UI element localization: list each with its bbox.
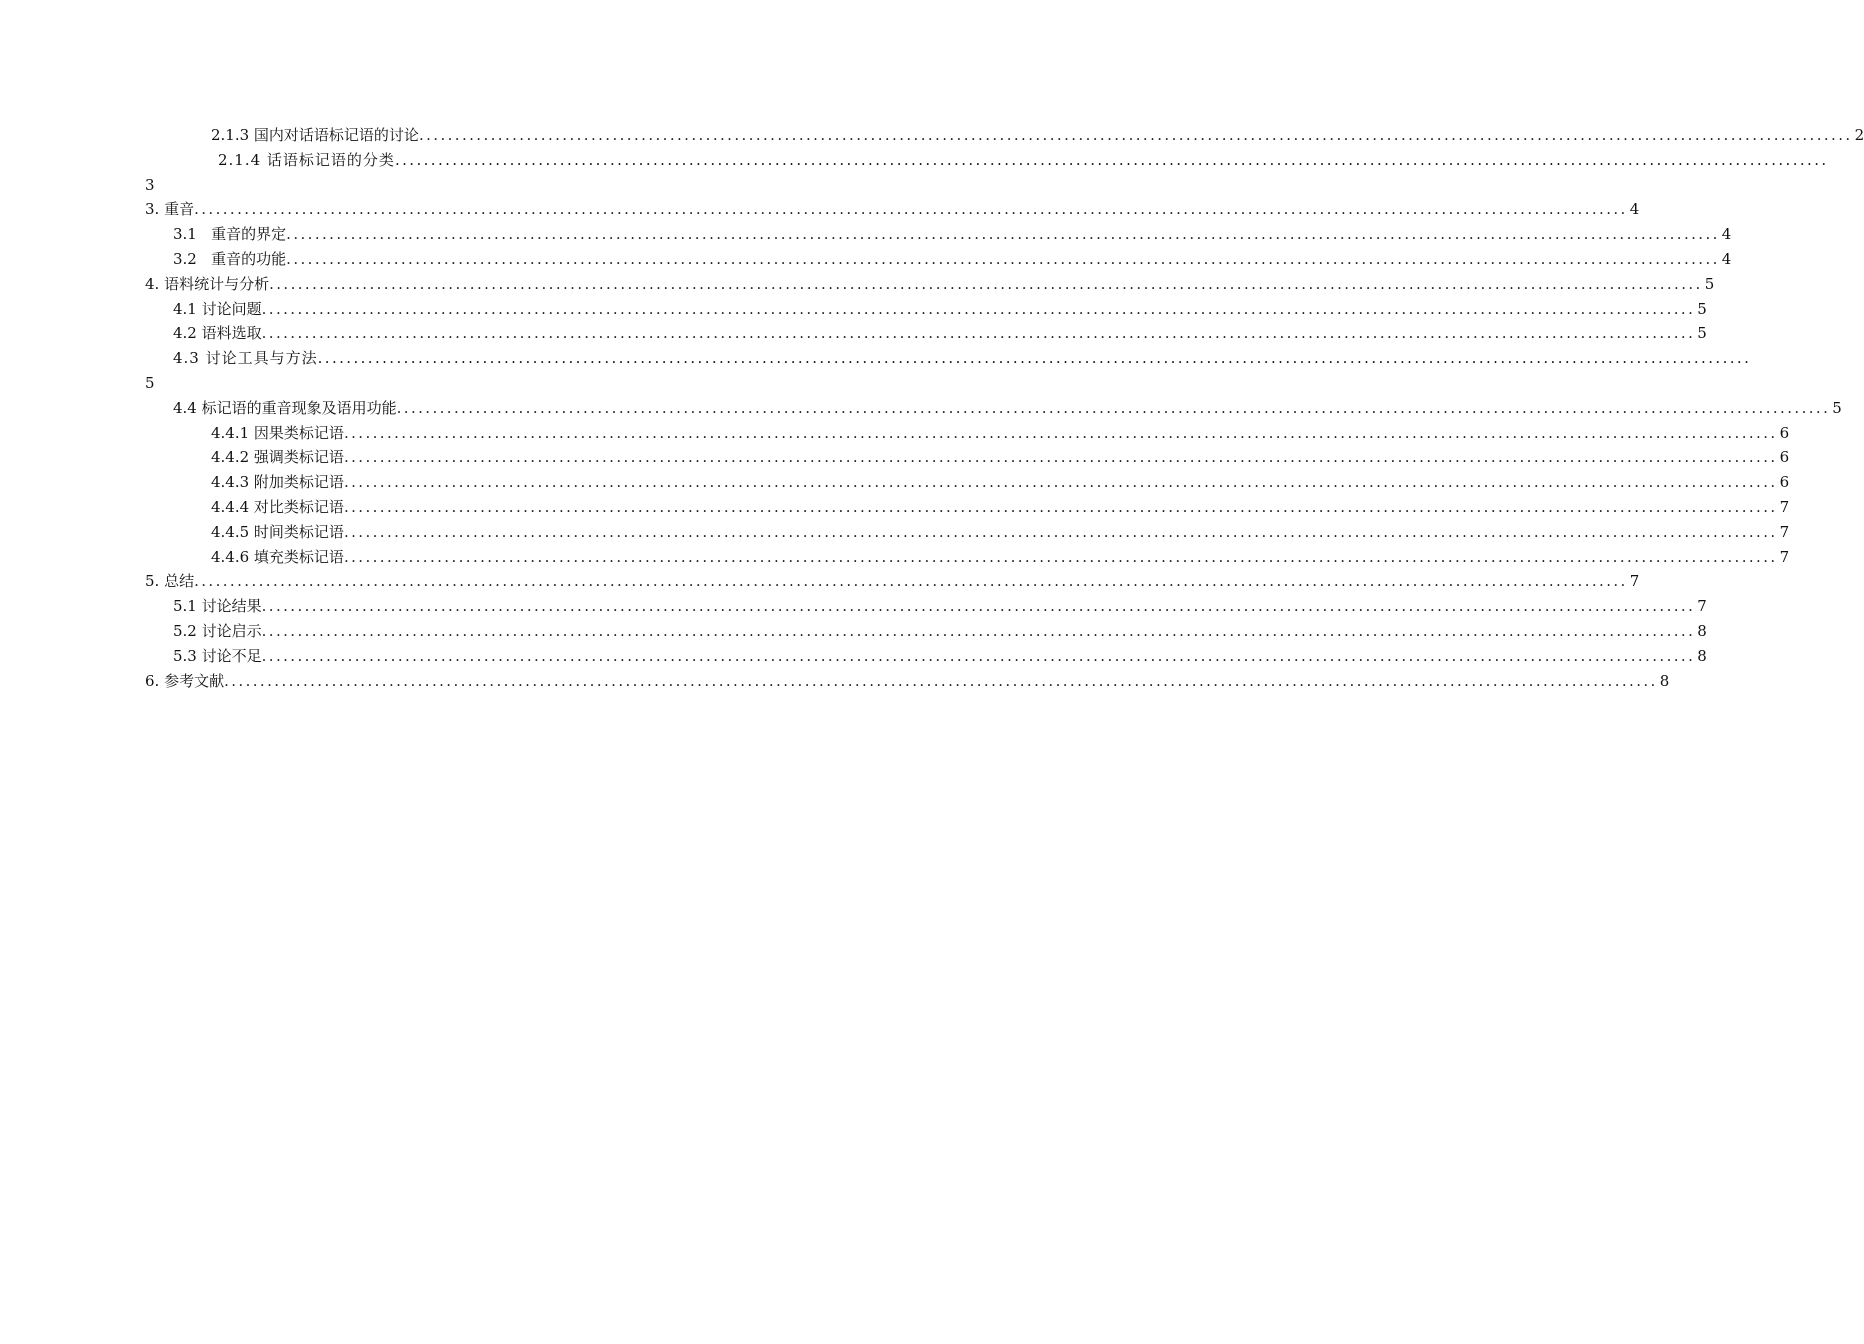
toc-entry-6[interactable] <box>145 669 1670 694</box>
toc-entry-2-1-4[interactable] <box>218 148 1829 173</box>
toc-entry-5-2[interactable] <box>173 619 1707 644</box>
toc-page-number: 7 <box>1779 522 1790 541</box>
toc-entry-label: 6. 参考文献 <box>145 671 225 690</box>
toc-entry-label: 4. 语料统计与分析 <box>145 274 270 293</box>
toc-line <box>0 644 1707 669</box>
toc-page-number: 6 <box>1779 448 1790 467</box>
toc-entry-label: 4.4 标记语的重音现象及语用功能 <box>173 398 397 417</box>
dot-leader: ........................................................................................................................................................................................................ <box>269 274 1703 293</box>
dot-leader: ........................................................................................................................................................................................................ <box>261 324 1696 343</box>
toc-page-number: 5 <box>1832 398 1842 417</box>
dot-leader: ........................................................................................................................................................................................................ <box>343 522 1778 541</box>
dot-leader: ........................................................................................................................................................................................................ <box>343 547 1778 566</box>
toc-page-number: 6 <box>1779 423 1790 442</box>
toc-line <box>0 247 1732 272</box>
toc-page-number: 4 <box>1629 200 1640 219</box>
toc-page-number: 7 <box>1779 497 1790 516</box>
dot-leader: ........................................................................................................................................................................................................ <box>317 349 1752 368</box>
toc-page-number: 4 <box>1721 249 1732 268</box>
toc-entry-4-4-4[interactable] <box>211 495 1790 520</box>
dot-leader: ........................................................................................................................................................................................................ <box>286 225 1720 244</box>
toc-page-number: 2 <box>1854 126 1864 144</box>
toc-line <box>0 346 1752 371</box>
dot-leader: ........................................................................................................................................................................................................ <box>418 126 1853 144</box>
toc-line <box>0 272 1715 297</box>
dot-leader: ........................................................................................................................................................................................................ <box>394 150 1829 169</box>
toc-line <box>0 495 1790 520</box>
toc-entry-4-4-1[interactable] <box>211 421 1790 446</box>
toc-page-number: 5 <box>1697 299 1707 318</box>
toc-entry-label: 3.2 重音的功能 <box>173 249 287 268</box>
toc-entry-label: 4.4.6 填充类标记语 <box>211 547 344 566</box>
dot-leader: ........................................................................................................................................................................................................ <box>261 299 1696 318</box>
dot-leader: ........................................................................................................................................................................................................ <box>343 448 1778 467</box>
toc-entry-2-1-3[interactable] <box>211 123 1864 148</box>
toc-entry-4-1[interactable] <box>173 297 1707 322</box>
dot-leader: ........................................................................................................................................................................................................ <box>286 249 1720 268</box>
toc-entry-label: 4.3 讨论工具与方法 <box>173 349 318 368</box>
toc-entry-label: 4.1 讨论问题 <box>173 299 262 318</box>
toc-entry-4-2[interactable] <box>173 321 1707 346</box>
table-of-contents <box>0 123 1864 693</box>
dot-leader: ........................................................................................................................................................................................................ <box>343 497 1778 516</box>
dot-leader: ........................................................................................................................................................................................................ <box>224 671 1658 690</box>
toc-line <box>0 421 1790 446</box>
toc-entry-3[interactable] <box>145 197 1640 222</box>
toc-line <box>0 321 1707 346</box>
toc-entry-5[interactable] <box>145 569 1640 594</box>
toc-page-number: 6 <box>1779 473 1790 492</box>
toc-entry-5-1[interactable] <box>173 594 1707 619</box>
toc-entry-4-3[interactable] <box>173 346 1752 371</box>
toc-entry-label: 3.1 重音的界定 <box>173 225 287 244</box>
dot-leader: ........................................................................................................................................................................................................ <box>396 398 1831 417</box>
toc-line <box>0 123 1864 148</box>
dot-leader: ........................................................................................................................................................................................................ <box>343 473 1778 492</box>
toc-line <box>0 297 1707 322</box>
toc-line <box>0 520 1790 545</box>
toc-page-number: 5 <box>1697 324 1707 343</box>
toc-line <box>0 619 1707 644</box>
toc-page-number: 8 <box>1697 621 1707 640</box>
toc-line <box>0 470 1790 495</box>
toc-page-number: 5 <box>1704 274 1715 293</box>
dot-leader: ........................................................................................................................................................................................................ <box>261 646 1696 665</box>
toc-entry-4-4-3[interactable] <box>211 470 1790 495</box>
toc-line <box>0 371 950 396</box>
toc-entry-label: 5.2 讨论启示 <box>173 621 262 640</box>
toc-entry-4-4-2[interactable] <box>211 445 1790 470</box>
toc-entry-label: 3. 重音 <box>145 200 195 219</box>
toc-entry-label: 4.4.1 因果类标记语 <box>211 423 344 442</box>
toc-line <box>0 545 1790 570</box>
toc-entry-4-4-5[interactable] <box>211 520 1790 545</box>
toc-entry-3-2[interactable] <box>173 247 1732 272</box>
toc-line <box>0 173 950 198</box>
toc-entry-label: 5.1 讨论结果 <box>173 597 262 616</box>
toc-line <box>0 197 1640 222</box>
dot-leader: ........................................................................................................................................................................................................ <box>261 621 1696 640</box>
dot-leader: ........................................................................................................................................................................................................ <box>194 200 1628 219</box>
toc-entry-label: 4.4.3 附加类标记语 <box>211 473 344 492</box>
toc-line <box>0 569 1640 594</box>
toc-entry-label: 2.1.3 国内对话语标记语的讨论 <box>211 126 419 144</box>
toc-entry-label: 4.4.4 对比类标记语 <box>211 497 344 516</box>
toc-entry-3-1[interactable] <box>173 222 1732 247</box>
toc-entry-4-4[interactable] <box>173 396 1842 421</box>
toc-entry-label: 4.4.5 时间类标记语 <box>211 522 344 541</box>
dot-leader: ........................................................................................................................................................................................................ <box>343 423 1778 442</box>
toc-page-number: 7 <box>1629 572 1640 591</box>
toc-entry-4[interactable] <box>145 272 1715 297</box>
toc-line <box>0 222 1732 247</box>
toc-line <box>0 594 1707 619</box>
toc-line <box>0 669 1670 694</box>
toc-line <box>0 396 1842 421</box>
toc-page-number: 8 <box>1697 646 1707 665</box>
toc-entry-4-4-6[interactable] <box>211 545 1790 570</box>
toc-page-number: 7 <box>1697 597 1707 616</box>
toc-entry-label: 4.2 语料选取 <box>173 324 262 343</box>
toc-page-number: 8 <box>1659 671 1670 690</box>
dot-leader: ........................................................................................................................................................................................................ <box>194 572 1628 591</box>
toc-line <box>0 445 1790 470</box>
toc-entry-label: 2.1.4 话语标记语的分类 <box>218 150 395 169</box>
toc-entry-5-3[interactable] <box>173 644 1707 669</box>
toc-page-number: 5 <box>145 373 155 392</box>
toc-line <box>0 148 1829 173</box>
toc-entry-label: 5.3 讨论不足 <box>173 646 262 665</box>
toc-entry-label: 5. 总结 <box>145 572 195 591</box>
dot-leader: ........................................................................................................................................................................................................ <box>261 597 1696 616</box>
toc-page-number: 4 <box>1721 225 1732 244</box>
toc-page-number: 7 <box>1779 547 1790 566</box>
toc-entry-label: 4.4.2 强调类标记语 <box>211 448 344 467</box>
toc-page-number: 3 <box>145 175 155 194</box>
